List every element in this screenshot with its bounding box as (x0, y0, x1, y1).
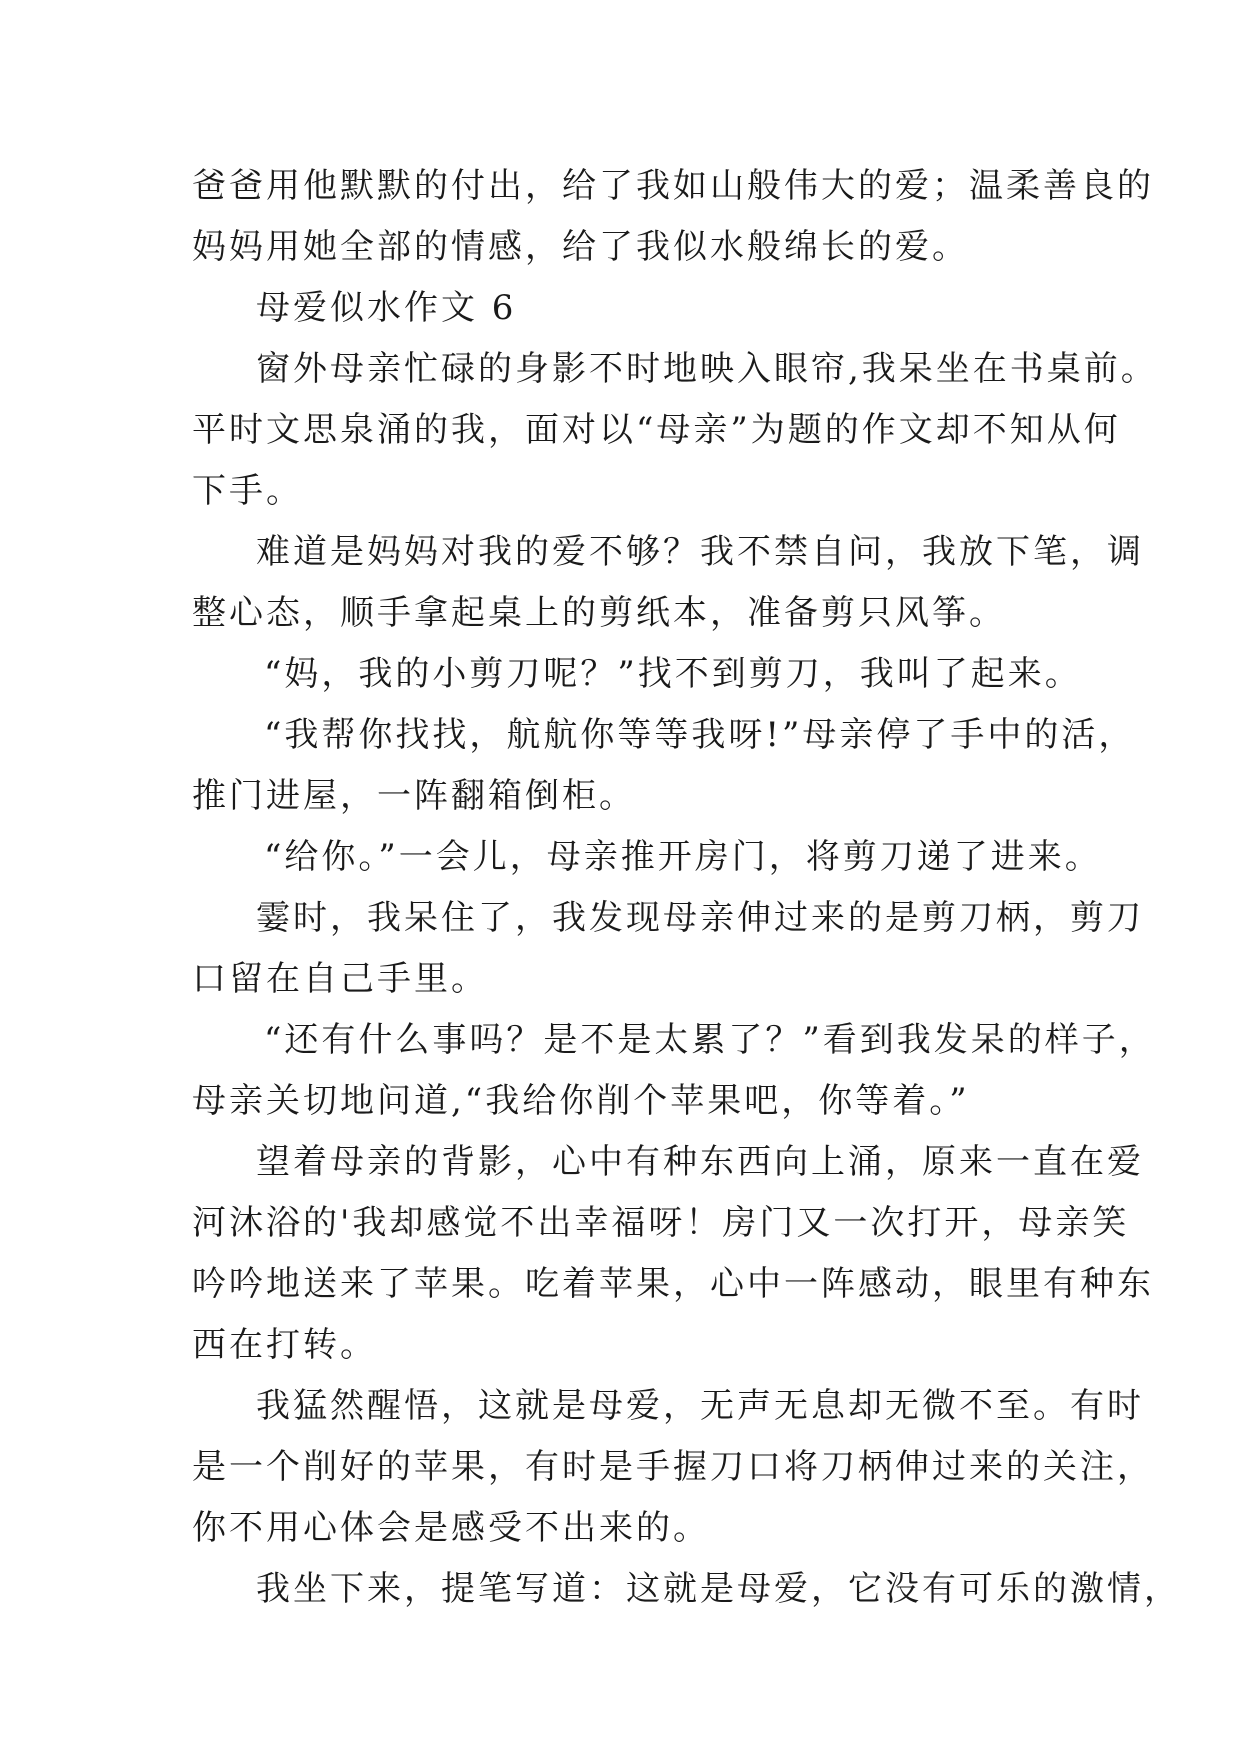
text-line: 吟吟地送来了苹果。吃着苹果，心中一阵感动，眼里有种东 (192, 1264, 1154, 1304)
text-line: 整心态，顺手拿起桌上的剪纸本，准备剪只风筝。 (192, 593, 1006, 633)
text-line: 是一个削好的苹果，有时是手握刀口将刀柄伸过来的关注， (192, 1447, 1154, 1487)
text-line: 平时文思泉涌的我，面对以“母亲”为题的作文却不知从何 (192, 410, 1121, 450)
text-line: 西在打转。 (192, 1325, 377, 1365)
text-line: “给你。”一会儿，母亲推开房门，将剪刀递了进来。 (264, 837, 1102, 877)
text-line: “我帮你找找，航航你等等我呀!”母亲停了手中的活， (264, 715, 1136, 755)
text-line: 我猛然醒悟，这就是母爱，无声无息却无微不至。有时 (256, 1386, 1144, 1426)
text-line: 母亲关切地问道,“我给你削个苹果吧，你等着。” (192, 1081, 970, 1121)
text-line: 口留在自己手里。 (192, 959, 488, 999)
text-line: 爸爸用他默默的付出，给了我如山般伟大的爱；温柔善良的 (192, 166, 1154, 206)
document-body (192, 156, 1181, 1620)
text-line: 窗外母亲忙碌的身影不时地映入眼帘,我呆坐在书桌前。 (256, 349, 1158, 389)
text-line: 推门进屋，一阵翻箱倒柜。 (192, 776, 636, 816)
text-line: “还有什么事吗？是不是太累了？”看到我发呆的样子， (264, 1020, 1156, 1060)
text-line: 霎时，我呆住了，我发现母亲伸过来的是剪刀柄，剪刀 (256, 898, 1144, 938)
text-line: 望着母亲的背影，心中有种东西向上涌，原来一直在爱 (256, 1142, 1144, 1182)
text-line: 你不用心体会是感受不出来的。 (192, 1508, 710, 1548)
text-line: 下手。 (192, 471, 303, 511)
text-line: “妈，我的小剪刀呢？”找不到剪刀，我叫了起来。 (264, 654, 1082, 694)
text-line: 我坐下来，提笔写道：这就是母爱，它没有可乐的激情， (256, 1569, 1181, 1609)
text-line: 难道是妈妈对我的爱不够？我不禁自问，我放下笔，调 (256, 532, 1144, 572)
text-line: 妈妈用她全部的情感，给了我似水般绵长的爱。 (192, 227, 969, 267)
text-line: 河沐浴的'我却感觉不出幸福呀！房门又一次打开，母亲笑 (192, 1203, 1130, 1243)
section-heading: 母爱似水作文 6 (256, 288, 517, 328)
